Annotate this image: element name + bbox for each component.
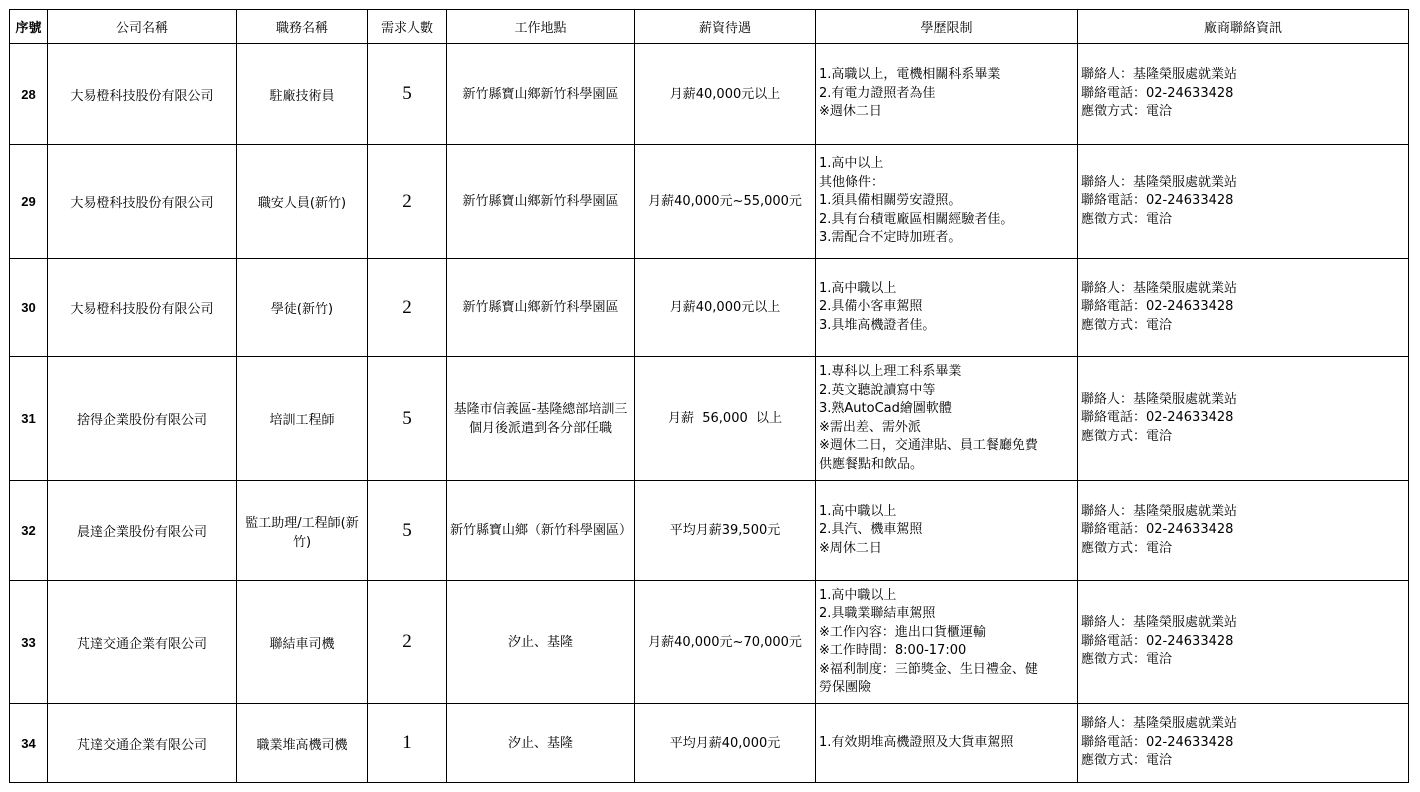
job-listing-sheet [9, 9, 1409, 783]
row-openings: 5 [368, 44, 447, 145]
job-listing-table [9, 9, 1409, 783]
row-company: 芃達交通企業有限公司 [48, 704, 237, 783]
header-position: 職務名稱 [237, 10, 368, 44]
requirement-line: 1.須具備相關勞安證照。 [819, 193, 962, 209]
header-location: 工作地點 [447, 10, 635, 44]
requirement-line: ※週休二日 [819, 104, 882, 120]
row-requirements [816, 145, 1078, 259]
table-row [10, 357, 1409, 481]
row-salary: 月薪40,000元以上 [635, 259, 816, 357]
row-requirements [816, 357, 1078, 481]
requirement-line: ※工作內容：進出口貨櫃運輸 [819, 624, 986, 640]
row-openings: 1 [368, 704, 447, 783]
contact-method: 應徵方式：電洽 [1081, 428, 1173, 444]
row-requirements [816, 704, 1078, 783]
contact-person: 聯絡人：基隆榮服處就業站 [1081, 67, 1238, 83]
row-position: 學徒(新竹) [237, 259, 368, 357]
row-requirements [816, 481, 1078, 581]
row-seq: 29 [10, 145, 48, 259]
row-seq: 31 [10, 357, 48, 481]
row-location: 新竹縣寶山鄉新竹科學園區 [447, 259, 635, 357]
row-salary: 月薪40,000元~55,000元 [635, 145, 816, 259]
contact-person: 聯絡人：基隆榮服處就業站 [1081, 615, 1238, 631]
header-education: 學歷限制 [816, 10, 1078, 44]
row-requirements [816, 259, 1078, 357]
row-company: 芃達交通企業有限公司 [48, 581, 237, 704]
contact-method: 應徵方式：電洽 [1081, 104, 1173, 120]
requirement-line: 1.高職以上，電機相關科系畢業 [819, 67, 1001, 83]
requirement-line: ※周休二日 [819, 540, 882, 556]
row-position: 職業堆高機司機 [237, 704, 368, 783]
row-contact [1078, 357, 1409, 481]
requirement-line: 1.高中職以上 [819, 280, 897, 296]
row-contact [1078, 581, 1409, 704]
row-salary: 月薪40,000元~70,000元 [635, 581, 816, 704]
requirement-line: ※週休二日，交通津貼、員工餐廳免費 [819, 438, 1038, 453]
contact-method: 應徵方式：電洽 [1081, 652, 1173, 668]
requirement-line: 3.需配合不定時加班者。 [819, 230, 962, 246]
requirement-line: 供應餐點和飲品。 [819, 456, 924, 472]
header-salary: 薪資待遇 [635, 10, 816, 44]
row-requirements [816, 44, 1078, 145]
row-openings: 2 [368, 581, 447, 704]
requirement-line: 2.有電力證照者為佳 [819, 85, 936, 101]
row-contact [1078, 704, 1409, 783]
row-contact [1078, 145, 1409, 259]
contact-phone: 聯絡電話：02-24633428 [1081, 193, 1234, 209]
row-location: 汐止、基隆 [447, 581, 635, 704]
table-row [10, 145, 1409, 259]
contact-person: 聯絡人：基隆榮服處就業站 [1081, 503, 1238, 519]
row-seq: 28 [10, 44, 48, 145]
requirement-line: 1.專科以上理工科系畢業 [819, 364, 962, 379]
requirement-line: 1.高中職以上 [819, 587, 897, 603]
row-location: 基隆市信義區-基隆總部培訓三個月後派遣到各分部任職 [447, 357, 635, 481]
contact-phone: 聯絡電話：02-24633428 [1081, 410, 1234, 426]
contact-phone: 聯絡電話：02-24633428 [1081, 522, 1234, 538]
row-contact [1078, 44, 1409, 145]
contact-phone: 聯絡電話：02-24633428 [1081, 299, 1234, 315]
header-company: 公司名稱 [48, 10, 237, 44]
contact-phone: 聯絡電話：02-24633428 [1081, 734, 1234, 750]
contact-method: 應徵方式：電洽 [1081, 317, 1173, 333]
row-position: 職安人員(新竹) [237, 145, 368, 259]
requirement-line: 1.高中職以上 [819, 503, 897, 519]
requirement-line: ※需出差、需外派 [819, 419, 921, 435]
requirement-line: 勞保團險 [819, 680, 872, 695]
row-company: 大易橙科技股份有限公司 [48, 145, 237, 259]
row-company: 大易橙科技股份有限公司 [48, 259, 237, 357]
contact-person: 聯絡人：基隆榮服處就業站 [1081, 174, 1238, 190]
row-location: 汐止、基隆 [447, 704, 635, 783]
contact-phone: 聯絡電話：02-24633428 [1081, 633, 1234, 649]
requirement-line: 2.具有台積電廠區相關經驗者佳。 [819, 211, 1014, 227]
row-company: 晨達企業股份有限公司 [48, 481, 237, 581]
contact-phone: 聯絡電話：02-24633428 [1081, 85, 1234, 101]
row-position: 駐廠技術員 [237, 44, 368, 145]
row-openings: 2 [368, 259, 447, 357]
row-openings: 5 [368, 357, 447, 481]
table-row [10, 44, 1409, 145]
row-position: 聯結車司機 [237, 581, 368, 704]
contact-method: 應徵方式：電洽 [1081, 211, 1173, 227]
row-openings: 5 [368, 481, 447, 581]
row-location: 新竹縣寶山鄉新竹科學園區 [447, 44, 635, 145]
requirement-line: ※福利制度：三節獎金、生日禮金、健 [819, 661, 1038, 677]
contact-person: 聯絡人：基隆榮服處就業站 [1081, 391, 1238, 407]
requirement-line: 2.英文聽說讀寫中等 [819, 382, 936, 398]
requirement-line: 1.有效期堆高機證照及大貨車駕照 [819, 734, 1014, 750]
requirement-line: 2.具備小客車駕照 [819, 299, 923, 315]
row-position: 監工助理/工程師(新竹) [237, 481, 368, 581]
row-requirements [816, 581, 1078, 704]
row-seq: 32 [10, 481, 48, 581]
row-location: 新竹縣寶山鄉（新竹科學園區） [447, 481, 635, 581]
header-contact: 廠商聯絡資訊 [1078, 10, 1409, 44]
row-contact [1078, 481, 1409, 581]
requirement-line: 1.高中以上 [819, 156, 884, 172]
row-seq: 34 [10, 704, 48, 783]
requirement-line: 2.具汽、機車駕照 [819, 522, 923, 538]
table-row [10, 481, 1409, 581]
requirement-line: ※工作時間：8:00-17:00 [819, 643, 967, 658]
row-salary: 月薪 56,000 以上 [635, 357, 816, 481]
row-location: 新竹縣寶山鄉新竹科學園區 [447, 145, 635, 259]
row-company: 大易橙科技股份有限公司 [48, 44, 237, 145]
contact-method: 應徵方式：電洽 [1081, 753, 1173, 769]
contact-method: 應徵方式：電洽 [1081, 540, 1173, 556]
row-salary: 月薪40,000元以上 [635, 44, 816, 145]
row-position: 培訓工程師 [237, 357, 368, 481]
header-seq: 序號 [10, 10, 48, 44]
requirement-line: 3.具堆高機證者佳。 [819, 317, 936, 333]
row-salary: 平均月薪40,000元 [635, 704, 816, 783]
row-company: 捨得企業股份有限公司 [48, 357, 237, 481]
row-seq: 33 [10, 581, 48, 704]
table-row [10, 259, 1409, 357]
header-openings: 需求人數 [368, 10, 447, 44]
table-row [10, 704, 1409, 783]
table-header-row [10, 10, 1409, 44]
row-contact [1078, 259, 1409, 357]
contact-person: 聯絡人：基隆榮服處就業站 [1081, 280, 1238, 296]
requirement-line: 其他條件： [819, 174, 885, 190]
requirement-line: 2.具職業聯結車駕照 [819, 606, 936, 621]
table-row [10, 581, 1409, 704]
row-salary: 平均月薪39,500元 [635, 481, 816, 581]
row-seq: 30 [10, 259, 48, 357]
row-openings: 2 [368, 145, 447, 259]
requirement-line: 3.熟AutoCad繪圖軟體 [819, 401, 952, 416]
contact-person: 聯絡人：基隆榮服處就業站 [1081, 716, 1238, 732]
